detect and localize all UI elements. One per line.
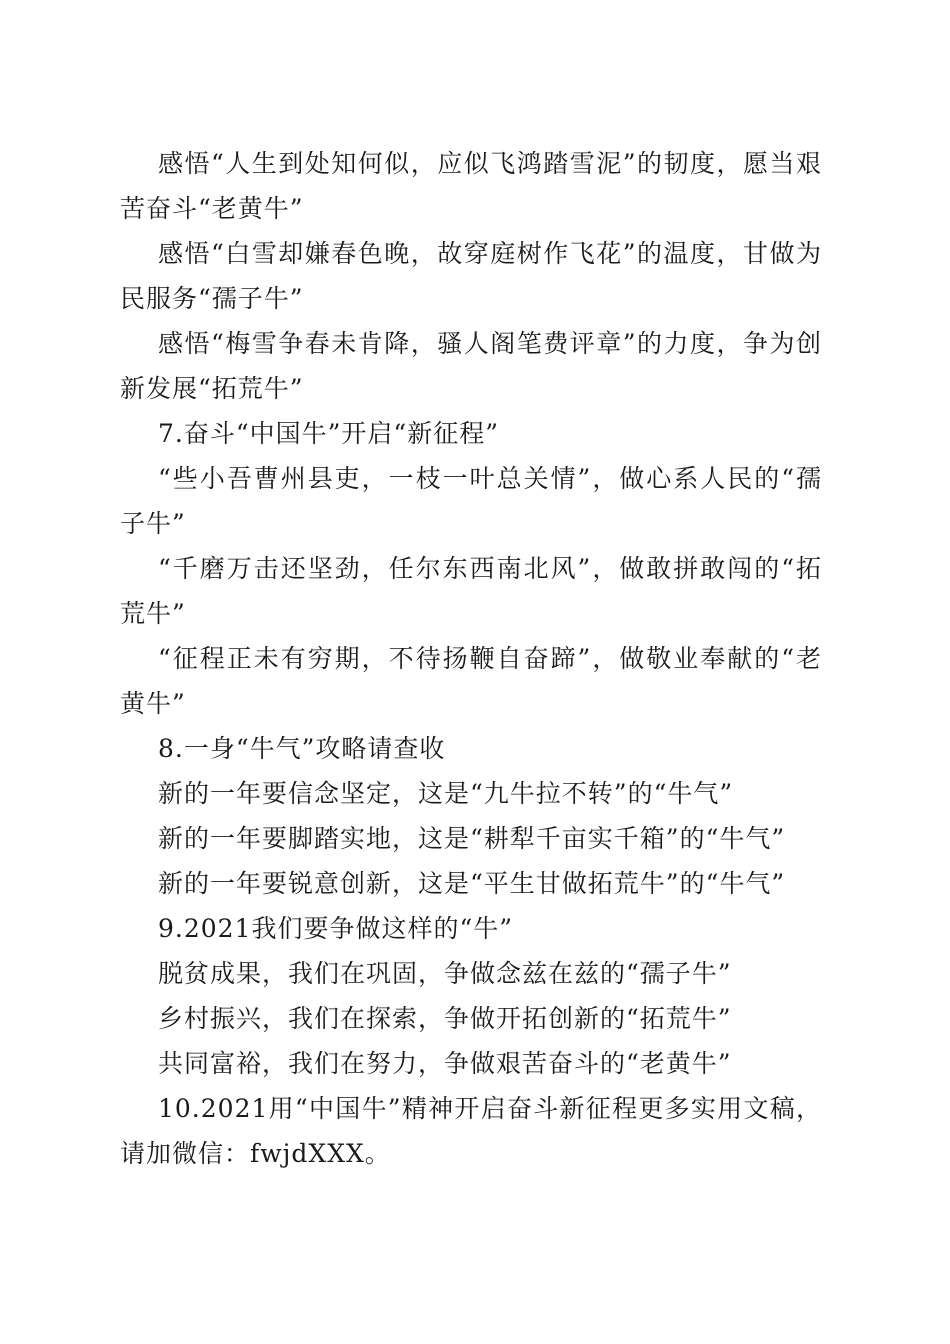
section-heading: 9.2021我们要争做这样的“牛” (158, 914, 514, 943)
paragraph: 感悟“白雪却嫌春色晚，故穿庭树作飞花”的温度，甘做为民服务“孺子牛” (120, 239, 822, 313)
paragraph: 乡村振兴，我们在探索，争做开拓创新的“拓荒牛” (158, 1004, 732, 1033)
section-heading: 7.奋斗“中国牛”开启“新征程” (158, 419, 499, 448)
section-heading: 8.一身“牛气”攻略请查收 (158, 734, 446, 763)
section-heading: 10.2021用“中国牛”精神开启奋斗新征程更多实用文稿，请加微信：fwjdXXX。 (120, 1094, 822, 1168)
paragraph: 感悟“梅雪争春未肯降，骚人阁笔费评章”的力度，争为创新发展“拓荒牛” (120, 329, 822, 403)
paragraph: 新的一年要脚踏实地，这是“耕犁千亩实千箱”的“牛气” (158, 824, 786, 853)
document-body (120, 141, 822, 1176)
paragraph: 新的一年要锐意创新，这是“平生甘做拓荒牛”的“牛气” (158, 869, 786, 898)
paragraph: 共同富裕，我们在努力，争做艰苦奋斗的“老黄牛” (158, 1049, 732, 1078)
paragraph: 脱贫成果，我们在巩固，争做念兹在兹的“孺子牛” (158, 959, 732, 988)
paragraph: 新的一年要信念坚定，这是“九牛拉不转”的“牛气” (158, 779, 734, 808)
paragraph: 感悟“人生到处知何似，应似飞鸿踏雪泥”的韧度，愿当艰苦奋斗“老黄牛” (120, 149, 822, 223)
paragraph: “些小吾曹州县吏，一枝一叶总关情”，做心系人民的“孺子牛” (120, 464, 822, 538)
paragraph: “征程正未有穷期，不待扬鞭自奋蹄”，做敬业奉献的“老黄牛” (120, 644, 822, 718)
paragraph: “千磨万击还坚劲，任尔东西南北风”，做敢拼敢闯的“拓荒牛” (120, 554, 822, 628)
